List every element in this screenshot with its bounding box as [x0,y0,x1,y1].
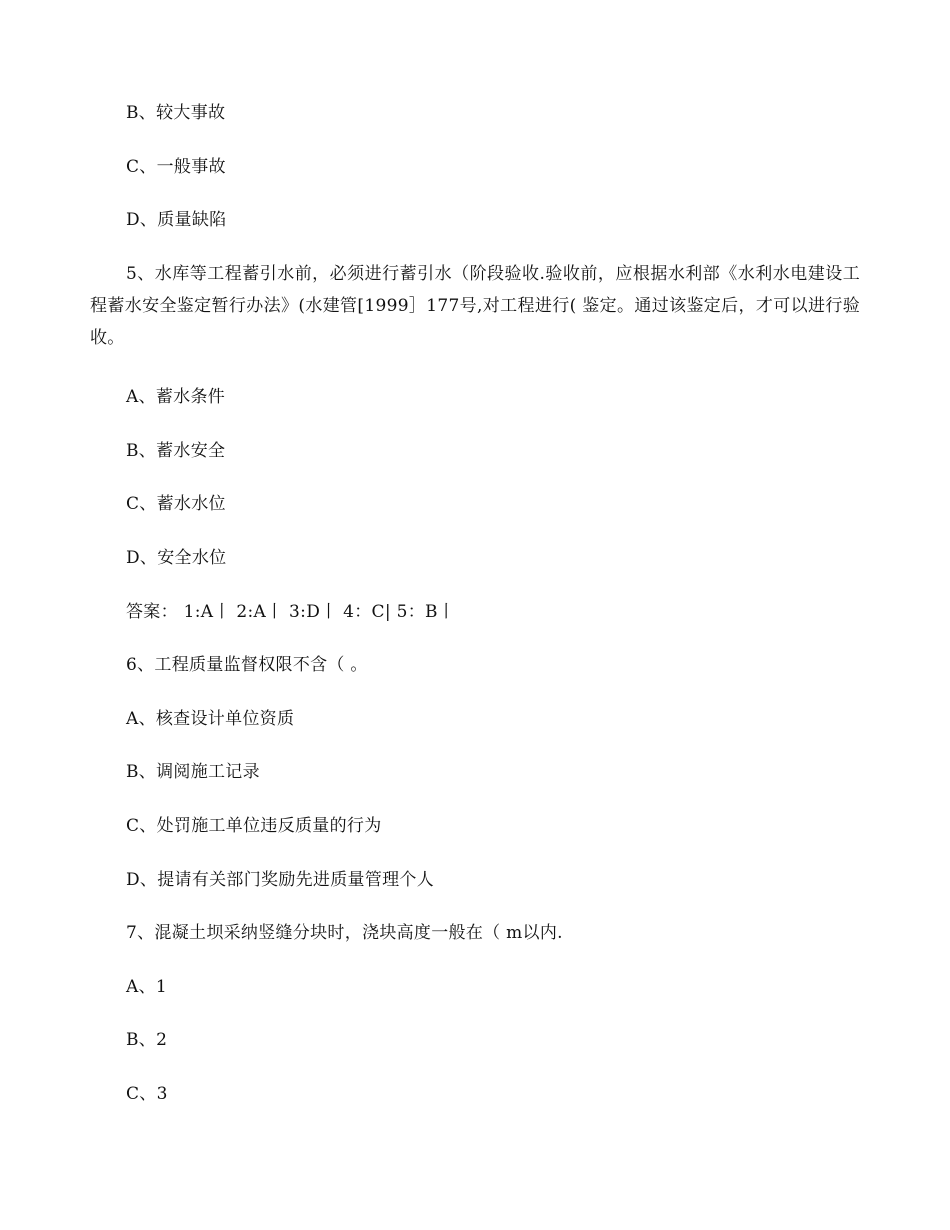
q7-option-c: C、3 [126,1084,168,1104]
q5-option-b: B、蓄水安全 [126,441,226,461]
q4-option-d: D、质量缺陷 [126,210,227,230]
q6-option-d: D、提请有关部门奖励先进质量管理个人 [126,870,435,890]
q6-option-b: B、调阅施工记录 [126,762,260,782]
q7-option-b: B、2 [126,1030,168,1050]
q5-option-a: A、蓄水条件 [126,387,226,407]
q4-option-b: B、较大事故 [126,103,226,123]
q6-option-c: C、处罚施工单位违反质量的行为 [126,816,382,836]
q7-stem: 7、混凝土坝采纳竖缝分块时，浇块高度一般在（ m以内. [126,923,563,943]
q7-option-a: A、1 [126,977,167,997]
q5-stem: 5、水库等工程蓄引水前，必须进行蓄引水（阶段验收.验收前，应根据水利部《水利水电建设工程蓄水安全鉴定暂行办法》(水建管[1999］177号,对工程进行( 鉴定。通过该鉴定后，才可以进行验收。 [90,264,860,348]
q5-option-d: D、安全水位 [126,548,227,568]
answer-key: 答案： 1:A丨 2:A丨 3:D丨 4：C| 5：B丨 [126,602,456,622]
q5-option-c: C、蓄水水位 [126,494,226,514]
q4-option-c: C、一般事故 [126,157,226,177]
q6-stem: 6、工程质量监督权限不含（ 。 [126,655,368,675]
q6-option-a: A、核查设计单位资质 [126,709,295,729]
